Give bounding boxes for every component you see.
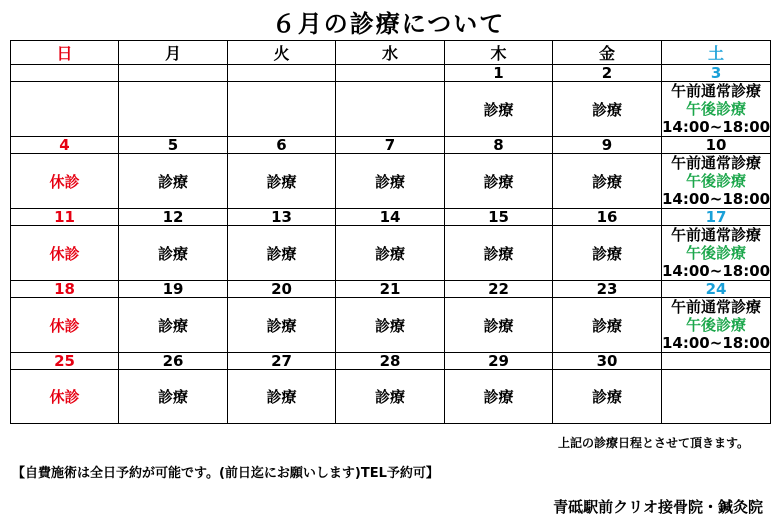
date-cell-saturday: 17 (662, 209, 771, 226)
date-cell: 18 (11, 281, 119, 298)
page-title: ６月の診療について (271, 10, 506, 38)
date-cell-saturday: 24 (662, 281, 771, 298)
status-cell: 診療 (119, 154, 228, 209)
status-cell: 診療 (119, 370, 228, 424)
date-cell: 9 (553, 137, 662, 154)
date-cell: 2 (553, 65, 662, 82)
date-cell: 25 (11, 353, 119, 370)
weekday-header-row (11, 41, 771, 65)
saturday-afternoon-text: 午後診療 (686, 244, 747, 262)
date-cell: 4 (11, 137, 119, 154)
saturday-hours-text: 14:00~18:00 (662, 334, 771, 352)
week-2-dates-row (11, 137, 771, 154)
week-3-status-row (11, 226, 771, 281)
date-cell: 15 (445, 209, 553, 226)
status-cell: 診療 (445, 298, 553, 353)
saturday-afternoon-text: 午後診療 (686, 172, 747, 190)
date-cell: 14 (336, 209, 445, 226)
status-cell: 診療 (553, 154, 662, 209)
status-cell: 診療 (336, 298, 445, 353)
date-cell: 13 (228, 209, 336, 226)
status-cell (662, 370, 771, 424)
status-cell: 診療 (228, 154, 336, 209)
status-cell: 診療 (119, 226, 228, 281)
self-pay-note: 【自費施術は全日予約が可能です。(前日迄にお願いします)TEL予約可】 (12, 466, 439, 481)
date-cell: 29 (445, 353, 553, 370)
date-cell: 21 (336, 281, 445, 298)
status-cell: 休診 (11, 154, 119, 209)
week-1-dates-row (11, 65, 771, 82)
clinic-name: 青砥駅前クリオ接骨院・鍼灸院 (553, 498, 763, 516)
weekday-sunday: 日 (11, 41, 119, 65)
saturday-hours-text: 14:00~18:00 (662, 190, 771, 208)
date-cell: 16 (553, 209, 662, 226)
week-4-dates-row (11, 281, 771, 298)
saturday-afternoon-text: 午後診療 (686, 100, 747, 118)
date-cell: 30 (553, 353, 662, 370)
status-cell: 診療 (445, 154, 553, 209)
week-2-status-row (11, 154, 771, 209)
saturday-status-cell (662, 226, 771, 281)
saturday-status-cell (662, 154, 771, 209)
weekday-wednesday: 水 (336, 41, 445, 65)
date-cell: 19 (119, 281, 228, 298)
date-cell: 12 (119, 209, 228, 226)
week-1-status-row (11, 82, 771, 137)
schedule-note: 上記の診療日程とさせて頂きます。 (557, 436, 749, 450)
status-cell: 診療 (553, 226, 662, 281)
status-cell (11, 82, 119, 137)
saturday-status-cell (662, 298, 771, 353)
weekday-saturday: 土 (662, 41, 771, 65)
date-cell (336, 65, 445, 82)
date-cell: 20 (228, 281, 336, 298)
status-cell: 診療 (228, 298, 336, 353)
saturday-morning-text: 午前通常診療 (671, 226, 762, 244)
status-cell: 休診 (11, 226, 119, 281)
date-cell: 8 (445, 137, 553, 154)
date-cell (119, 65, 228, 82)
status-cell (228, 82, 336, 137)
status-cell: 休診 (11, 370, 119, 424)
date-cell: 28 (336, 353, 445, 370)
date-cell: 22 (445, 281, 553, 298)
status-cell: 診療 (228, 370, 336, 424)
date-cell (228, 65, 336, 82)
week-5-status-row (11, 370, 771, 424)
date-cell-saturday: 3 (662, 65, 771, 82)
date-cell: 23 (553, 281, 662, 298)
week-5-dates-row (11, 353, 771, 370)
status-cell: 診療 (445, 370, 553, 424)
week-4-status-row (11, 298, 771, 353)
status-cell (119, 82, 228, 137)
date-cell: 7 (336, 137, 445, 154)
status-cell: 診療 (119, 298, 228, 353)
date-cell: 27 (228, 353, 336, 370)
saturday-morning-text: 午前通常診療 (671, 298, 762, 316)
saturday-afternoon-text: 午後診療 (686, 316, 747, 334)
weekday-monday: 月 (119, 41, 228, 65)
status-cell: 診療 (553, 82, 662, 137)
date-cell: 5 (119, 137, 228, 154)
date-cell-saturday (662, 353, 771, 370)
status-cell: 診療 (445, 226, 553, 281)
date-cell (11, 65, 119, 82)
saturday-hours-text: 14:00~18:00 (662, 262, 771, 280)
date-cell: 1 (445, 65, 553, 82)
saturday-status-cell (662, 82, 771, 137)
weekday-thursday: 木 (445, 41, 553, 65)
status-cell: 診療 (228, 226, 336, 281)
status-cell: 診療 (336, 370, 445, 424)
date-cell-saturday: 10 (662, 137, 771, 154)
status-cell: 診療 (445, 82, 553, 137)
weekday-tuesday: 火 (228, 41, 336, 65)
saturday-hours-text: 14:00~18:00 (662, 118, 771, 136)
saturday-morning-text: 午前通常診療 (671, 82, 762, 100)
week-3-dates-row (11, 209, 771, 226)
status-cell (336, 82, 445, 137)
calendar-table (10, 40, 771, 424)
status-cell: 診療 (553, 298, 662, 353)
date-cell: 26 (119, 353, 228, 370)
status-cell: 診療 (336, 154, 445, 209)
date-cell: 11 (11, 209, 119, 226)
weekday-friday: 金 (553, 41, 662, 65)
saturday-morning-text: 午前通常診療 (671, 154, 762, 172)
status-cell: 休診 (11, 298, 119, 353)
status-cell: 診療 (553, 370, 662, 424)
status-cell: 診療 (336, 226, 445, 281)
date-cell: 6 (228, 137, 336, 154)
